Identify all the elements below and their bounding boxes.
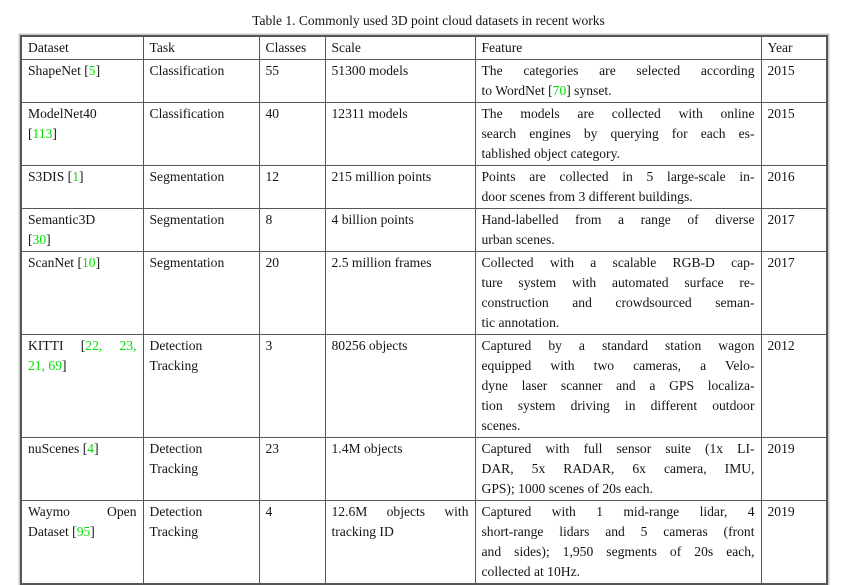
text-run: Segmentation	[149, 255, 225, 270]
cell-year	[761, 60, 827, 103]
text-run: ]	[90, 524, 95, 539]
cell-line	[482, 459, 755, 479]
text-run: tablished object category.	[481, 146, 620, 161]
citation-link[interactable]: 4	[87, 441, 95, 456]
text-run: 2015	[767, 106, 795, 121]
cell-line	[482, 479, 755, 499]
cell-line	[482, 210, 755, 230]
text-run: ]	[78, 169, 84, 184]
table-row	[21, 103, 827, 166]
cell-classes	[259, 103, 325, 166]
cell-line	[28, 502, 137, 522]
cell-line	[482, 293, 755, 313]
text-run: tic annotation.	[481, 315, 560, 330]
cell-line	[28, 356, 137, 376]
cell-line	[150, 61, 253, 81]
cell-line	[482, 81, 755, 101]
cell-line	[768, 336, 821, 356]
cell-dataset	[21, 166, 143, 209]
text-run: Hand-labelled from a range of diverse	[481, 212, 755, 227]
cell-line	[482, 562, 755, 582]
cell-task	[143, 438, 259, 501]
cell-line	[266, 167, 319, 187]
text-run: Dataset [	[28, 524, 77, 539]
cell-line	[482, 376, 755, 396]
text-run: 4 billion points	[331, 212, 414, 227]
text-run: ]	[95, 255, 101, 270]
cell-feature	[475, 252, 761, 335]
cell-line	[28, 104, 137, 124]
cell-line	[150, 522, 253, 542]
cell-feature	[475, 103, 761, 166]
text-run: 4	[265, 504, 273, 519]
text-run: 80256 objects	[331, 338, 408, 353]
cell-dataset	[21, 60, 143, 103]
cell-line	[332, 336, 469, 356]
text-run: The categories are selected according	[481, 63, 755, 78]
cell-classes	[259, 60, 325, 103]
text-run: Captured by a standard station wagon	[481, 338, 755, 353]
cell-line	[768, 253, 821, 273]
cell-line	[332, 502, 469, 522]
text-run: Captured with full sensor suite (1x LI-	[481, 441, 755, 456]
text-run: [	[28, 126, 33, 141]
cell-line	[28, 336, 137, 356]
cell-line	[266, 104, 319, 124]
text-run: 8	[265, 212, 273, 227]
cell-scale	[325, 103, 475, 166]
cell-scale	[325, 166, 475, 209]
cell-line	[482, 396, 755, 416]
citation-link[interactable]: 22, 23,	[85, 338, 137, 353]
table-caption: Table 1. Commonly used 3D point cloud datasets in recent works	[252, 13, 605, 28]
cell-task	[143, 166, 259, 209]
cell-task	[143, 501, 259, 585]
text-run: 20	[265, 255, 280, 270]
cell-line	[150, 356, 253, 376]
cell-line	[482, 439, 755, 459]
table-row	[21, 166, 827, 209]
text-run: equipped with two cameras, a Velo-	[481, 358, 755, 373]
cell-line	[28, 253, 137, 273]
cell-feature	[475, 166, 761, 209]
cell-line	[482, 522, 755, 542]
text-run: Tracking	[149, 524, 199, 539]
text-run: 215 million points	[331, 169, 432, 184]
text-run: Tracking	[149, 358, 199, 373]
text-run: GPS); 1000 scenes of 20s each.	[481, 481, 653, 496]
cell-task	[143, 209, 259, 252]
cell-line	[482, 336, 755, 356]
text-run: construction and crowdsourced seman-	[481, 295, 755, 310]
text-run: ture system with automated surface re-	[481, 275, 755, 290]
text-run: 12311 models	[331, 106, 408, 121]
citation-link[interactable]: 30	[32, 232, 47, 247]
cell-line	[332, 439, 469, 459]
cell-line	[482, 167, 755, 187]
text-run: 2015	[767, 63, 795, 78]
cell-line	[332, 522, 469, 542]
cell-line	[28, 230, 137, 250]
text-run: 1.4M objects	[331, 441, 403, 456]
cell-line	[150, 210, 253, 230]
table-row	[21, 438, 827, 501]
cell-line	[332, 210, 469, 230]
cell-line	[332, 253, 469, 273]
cell-line	[28, 61, 137, 81]
text-run: S3DIS [	[28, 169, 73, 184]
text-run: to WordNet [	[481, 83, 553, 98]
text-run: Segmentation	[149, 169, 225, 184]
cell-line	[768, 210, 821, 230]
citation-link[interactable]: 21, 69	[28, 358, 62, 373]
citation-link[interactable]: 5	[88, 63, 96, 78]
cell-year	[761, 438, 827, 501]
cell-year	[761, 335, 827, 438]
cell-feature	[475, 60, 761, 103]
text-run: Segmentation	[149, 212, 225, 227]
text-run: 3	[265, 338, 273, 353]
cell-line	[266, 439, 319, 459]
column-header-year: Year	[761, 36, 827, 60]
cell-feature	[475, 501, 761, 585]
column-header-scale: Scale	[325, 36, 475, 60]
cell-scale	[325, 335, 475, 438]
cell-dataset	[21, 209, 143, 252]
cell-line	[150, 459, 253, 479]
cell-line	[482, 230, 755, 250]
text-run: 2012	[767, 338, 795, 353]
cell-line	[28, 439, 137, 459]
text-run: 2017	[767, 255, 795, 270]
cell-line	[482, 144, 755, 164]
cell-dataset	[21, 501, 143, 585]
cell-scale	[325, 252, 475, 335]
text-run: The models are collected with online	[481, 106, 755, 121]
cell-feature	[475, 335, 761, 438]
cell-dataset	[21, 335, 143, 438]
cell-year	[761, 166, 827, 209]
cell-classes	[259, 166, 325, 209]
cell-classes	[259, 501, 325, 585]
citation-link[interactable]: 10	[81, 255, 96, 270]
text-run: Classification	[149, 63, 225, 78]
text-run: 2019	[767, 441, 795, 456]
text-run: dyne laser scanner and a GPS localiza-	[481, 378, 755, 393]
cell-line	[150, 253, 253, 273]
cell-line	[768, 439, 821, 459]
cell-line	[482, 502, 755, 522]
cell-line	[28, 124, 137, 144]
text-run: door scenes from 3 different buildings.	[481, 189, 693, 204]
cell-task	[143, 252, 259, 335]
table-header	[21, 36, 827, 60]
text-run: ] synset.	[566, 83, 612, 98]
text-run: 2019	[767, 504, 795, 519]
text-run: search engines by querying for each es-	[481, 126, 755, 141]
text-run: 51300 models	[331, 63, 409, 78]
text-run: Collected with a scalable RGB-D cap-	[481, 255, 755, 270]
cell-line	[482, 356, 755, 376]
cell-line	[482, 187, 755, 207]
cell-line	[28, 167, 137, 187]
text-run: 12	[265, 169, 280, 184]
cell-line	[266, 502, 319, 522]
text-run: Tracking	[149, 461, 199, 476]
text-run: Detection	[149, 338, 203, 353]
cell-line	[28, 522, 137, 542]
column-header-feature: Feature	[475, 36, 761, 60]
cell-line	[768, 104, 821, 124]
cell-task	[143, 60, 259, 103]
cell-year	[761, 252, 827, 335]
text-run: 2016	[767, 169, 795, 184]
cell-line	[266, 61, 319, 81]
column-header-classes: Classes	[259, 36, 325, 60]
cell-line	[150, 336, 253, 356]
cell-line	[266, 253, 319, 273]
text-run: KITTI [	[28, 338, 86, 353]
text-run: Detection	[149, 441, 203, 456]
text-run: Classification	[149, 106, 225, 121]
cell-classes	[259, 209, 325, 252]
text-run: ModelNet40	[28, 106, 97, 121]
cell-feature	[475, 209, 761, 252]
text-run: urban scenes.	[481, 232, 555, 247]
table-row	[21, 209, 827, 252]
text-run: collected at 10Hz.	[481, 564, 581, 579]
cell-dataset	[21, 252, 143, 335]
cell-line	[482, 61, 755, 81]
text-run: 55	[265, 63, 280, 78]
cell-feature	[475, 438, 761, 501]
text-run: ]	[95, 63, 101, 78]
text-run: tracking ID	[331, 524, 394, 539]
cell-scale	[325, 501, 475, 585]
text-run: ]	[61, 358, 67, 373]
text-run: ]	[94, 441, 99, 456]
cell-line	[150, 167, 253, 187]
cell-line	[482, 416, 755, 436]
cell-dataset	[21, 103, 143, 166]
cell-year	[761, 103, 827, 166]
cell-line	[482, 273, 755, 293]
cell-line	[482, 542, 755, 562]
text-run: Semantic3D	[28, 212, 96, 227]
table-row	[21, 501, 827, 585]
text-run: [	[28, 232, 33, 247]
cell-line	[332, 167, 469, 187]
cell-line	[332, 61, 469, 81]
cell-scale	[325, 209, 475, 252]
table-row	[21, 60, 827, 103]
text-run: 23	[265, 441, 280, 456]
cell-classes	[259, 335, 325, 438]
cell-scale	[325, 60, 475, 103]
cell-scale	[325, 438, 475, 501]
citation-link[interactable]: 70	[552, 83, 567, 98]
cell-classes	[259, 438, 325, 501]
cell-classes	[259, 252, 325, 335]
text-run: ]	[52, 126, 57, 141]
column-header-task: Task	[143, 36, 259, 60]
text-run: Detection	[149, 504, 203, 519]
text-run: scenes.	[481, 418, 521, 433]
cell-line	[150, 502, 253, 522]
cell-line	[482, 124, 755, 144]
cell-line	[482, 313, 755, 333]
cell-line	[768, 502, 821, 522]
column-header-dataset: Dataset	[21, 36, 143, 60]
citation-link[interactable]: 1	[72, 169, 79, 184]
cell-task	[143, 103, 259, 166]
cell-task	[143, 335, 259, 438]
text-run: ShapeNet [	[28, 63, 89, 78]
cell-line	[332, 104, 469, 124]
text-run: short-range lidars and 5 cameras (front	[481, 524, 755, 539]
table-row	[21, 335, 827, 438]
text-run: Waymo Open	[28, 504, 137, 519]
cell-year	[761, 209, 827, 252]
citation-link[interactable]: 113	[32, 126, 53, 141]
text-run: 40	[265, 106, 280, 121]
text-run: DAR, 5x RADAR, 6x camera, IMU,	[481, 461, 755, 476]
text-run: and sides); 1,950 segments of 20s each,	[481, 544, 755, 559]
cell-line	[482, 104, 755, 124]
table-body	[21, 60, 827, 585]
cell-line	[150, 104, 253, 124]
text-run: 2.5 million frames	[331, 255, 432, 270]
text-run: 12.6M objects with	[331, 504, 469, 519]
cell-dataset	[21, 438, 143, 501]
cell-line	[768, 167, 821, 187]
text-run: ]	[46, 232, 51, 247]
citation-link[interactable]: 95	[76, 524, 91, 539]
text-run: Captured with 1 mid-range lidar, 4	[481, 504, 755, 519]
cell-line	[482, 253, 755, 273]
header-row	[21, 36, 827, 60]
cell-line	[28, 210, 137, 230]
cell-year	[761, 501, 827, 585]
text-run: Points are collected in 5 large-scale in-	[481, 169, 755, 184]
datasets-table	[20, 35, 828, 585]
text-run: ScanNet [	[28, 255, 82, 270]
cell-line	[768, 61, 821, 81]
cell-line	[150, 439, 253, 459]
cell-line	[266, 336, 319, 356]
text-run: 2017	[767, 212, 795, 227]
table-row	[21, 252, 827, 335]
text-run: tion system driving in different outdoor	[481, 398, 755, 413]
cell-line	[266, 210, 319, 230]
text-run: nuScenes [	[28, 441, 88, 456]
